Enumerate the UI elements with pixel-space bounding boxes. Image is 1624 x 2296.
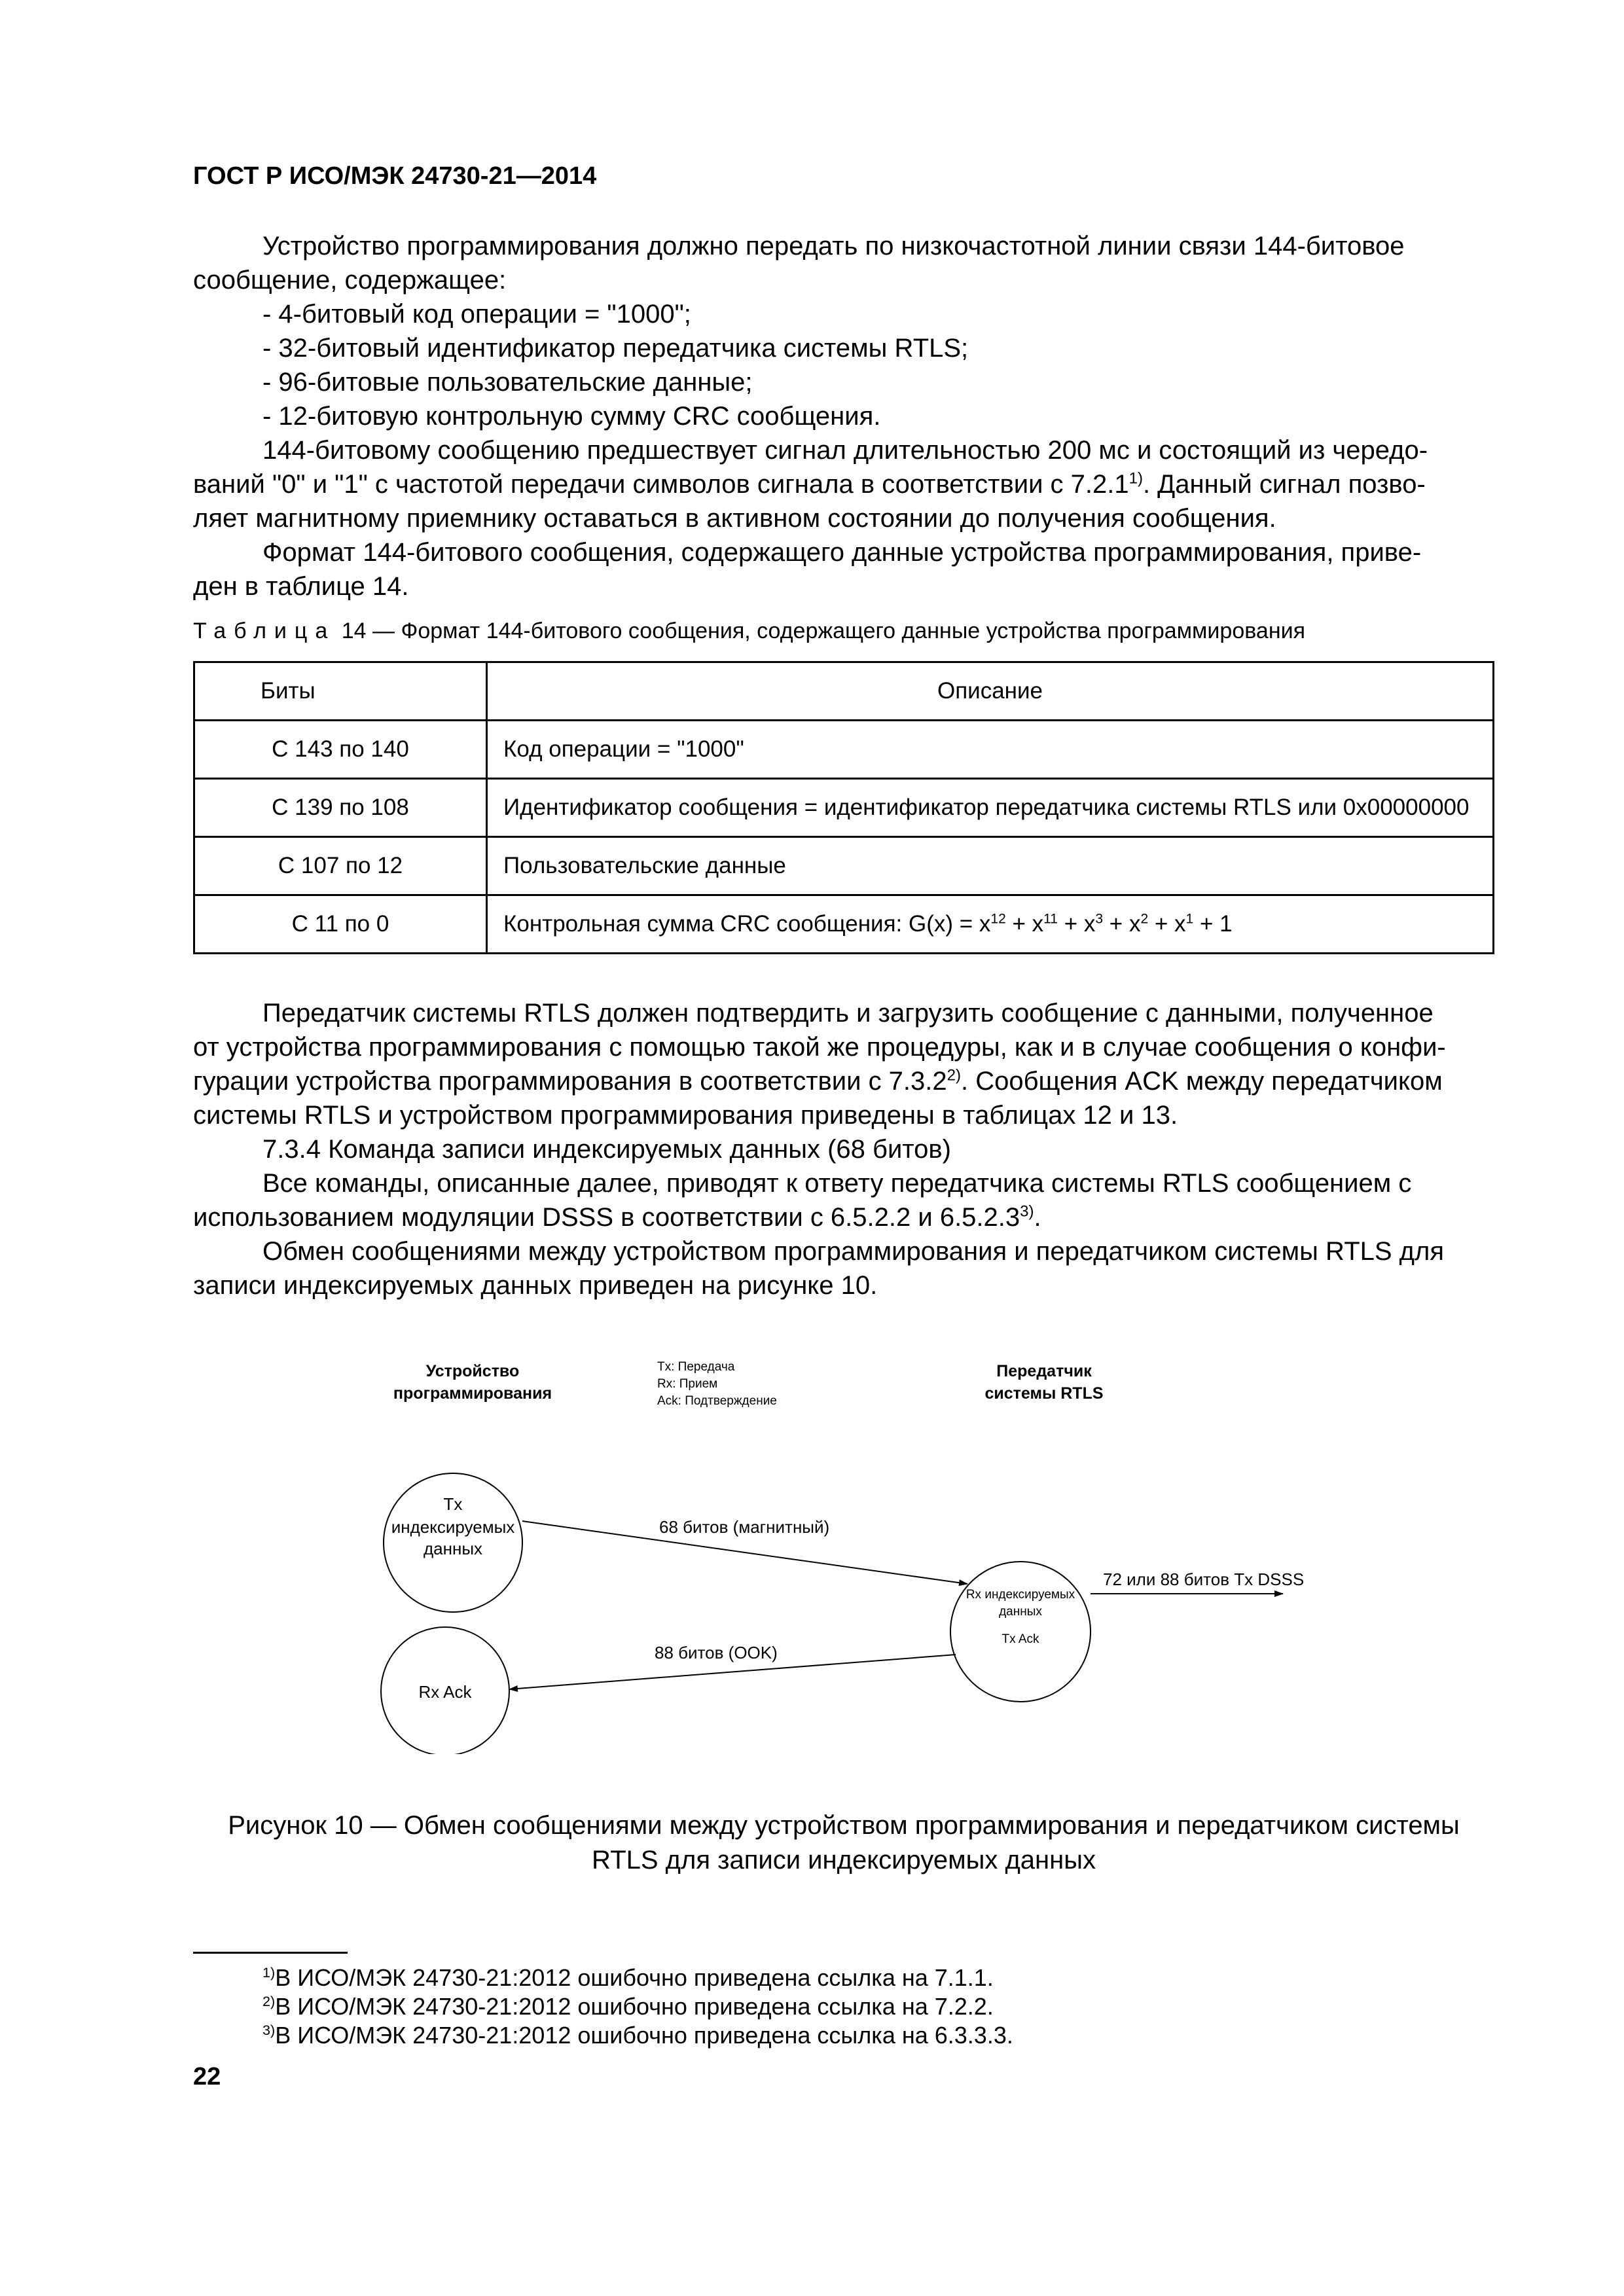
table-caption-text: 14 — Формат 144-битового сообщения, содержащего данные устройства программирования: [335, 619, 1306, 643]
table-cell-bits: С 11 по 0: [194, 895, 487, 954]
crc-term: + x: [1005, 911, 1044, 937]
para2-line2-text: ваний "0" и "1" с частотой передачи символов сигнала в соответствии с 7.2.1: [193, 470, 1129, 499]
table-cell-description: Пользовательские данные: [487, 837, 1494, 895]
footnote-ref: 2): [947, 1066, 961, 1085]
footnote: [262, 2021, 1013, 2050]
exponent: 2: [1140, 911, 1149, 927]
table-14: [193, 661, 1494, 954]
page-number: 22: [193, 2063, 221, 2090]
table-cell-description: Код операции = "1000": [487, 721, 1494, 779]
para4-line4: системы RTLS и устройством программирования приведены в таблицах 12 и 13.: [193, 1101, 1178, 1130]
para5-line2-text: использованием модуляции DSSS в соответствии с 6.5.2.2 и 6.5.2.3: [193, 1203, 1020, 1232]
node-right-label: Tx Ack: [1001, 1632, 1039, 1646]
right-title-line2: системы RTLS: [984, 1384, 1104, 1403]
footnote-text: В ИСО/МЭК 24730-21:2012 ошибочно приведена ссылка на 6.3.3.3.: [275, 2022, 1013, 2049]
para4-line1: Передатчик системы RTLS должен подтвердить и загрузить сообщение с данными, полученное: [262, 999, 1434, 1028]
document-header: ГОСТ Р ИСО/МЭК 24730-21—2014: [193, 162, 597, 190]
footnote: [262, 1964, 994, 1992]
table-cell-description: [487, 895, 1494, 954]
arrow-68-bits-label: 68 битов (магнитный): [659, 1517, 830, 1537]
crc-formula-prefix: Контрольная сумма CRC сообщения: G(x) = x: [503, 911, 991, 937]
table-caption-word: Таблица: [193, 619, 336, 643]
list-item: - 96-битовые пользовательские данные;: [262, 368, 753, 397]
legend-line: Tx: Передача: [657, 1360, 735, 1374]
table-header-bits: Биты: [194, 662, 487, 721]
table-row: [194, 779, 1494, 837]
para2-line2-tail: . Данный сигнал позво-: [1142, 470, 1426, 499]
para2-line1: 144-битовому сообщению предшествует сигнал длительностью 200 мс и состоящий из чередо-: [262, 436, 1428, 465]
node-tx-label: индексируемых: [391, 1517, 515, 1537]
node-tx-label: Tx: [443, 1494, 463, 1514]
footnote-text: В ИСО/МЭК 24730-21:2012 ошибочно приведена ссылка на 7.2.2.: [275, 1993, 994, 2020]
para4-line3-text: гурации устройства программирования в соответствии с 7.3.2: [193, 1067, 947, 1096]
right-title-line1: Передатчик: [996, 1362, 1092, 1380]
list-item: - 4-битовый код операции = "1000";: [262, 300, 691, 329]
exponent: 11: [1043, 911, 1058, 927]
exponent: 12: [990, 911, 1006, 927]
left-title-line2: программирования: [393, 1384, 552, 1403]
list-item: - 12-битовую контрольную сумму CRC сообщения.: [262, 402, 881, 431]
table-cell-bits: С 143 по 140: [194, 721, 487, 779]
footnote-ref: 3): [1020, 1202, 1034, 1221]
table-caption: [193, 619, 1305, 644]
crc-term: + x: [1057, 911, 1096, 937]
para1-line1: Устройство программирования должно передать по низкочастотной линии связи 144-битовое: [262, 232, 1405, 260]
para4-line3: [193, 1064, 1494, 1099]
footnote-text: В ИСО/МЭК 24730-21:2012 ошибочно приведена ссылка на 7.1.1.: [275, 1964, 994, 1991]
table-cell-bits: С 107 по 12: [194, 837, 487, 895]
left-title-line1: Устройство: [425, 1362, 520, 1380]
crc-term: + 1: [1193, 911, 1233, 937]
para5-line2-tail: .: [1034, 1203, 1041, 1232]
footnote-mark: 1): [262, 1964, 276, 1981]
section-heading: 7.3.4 Команда записи индексируемых данных (68 битов): [262, 1135, 951, 1164]
crc-term: + x: [1148, 911, 1186, 937]
para5-line2: [193, 1200, 1494, 1235]
table-row: [194, 721, 1494, 779]
para4-line3-tail: . Сообщения ACK между передатчиком: [960, 1067, 1443, 1096]
footnote-mark: 3): [262, 2022, 276, 2038]
para6-line2: записи индексируемых данных приведен на рисунке 10.: [193, 1271, 878, 1300]
para2-line3: ляет магнитному приемнику оставаться в активном состоянии до получения сообщения.: [193, 504, 1276, 533]
para3-line2: ден в таблице 14.: [193, 572, 409, 601]
node-right-label: данных: [999, 1605, 1042, 1619]
para1-line2: сообщение, содержащее:: [193, 266, 507, 295]
table-row: [194, 895, 1494, 954]
node-rx-ack-label: Rx Ack: [418, 1682, 472, 1702]
exponent: 1: [1185, 911, 1194, 927]
footnote-divider: [193, 1952, 348, 1954]
legend-line: Ack: Подтверждение: [657, 1394, 777, 1408]
legend-line: Rx: Прием: [657, 1377, 718, 1391]
list-item: - 32-битовый идентификатор передатчика системы RTLS;: [262, 334, 969, 363]
table-cell-description: Идентификатор сообщения = идентификатор передатчика системы RTLS или 0x00000000: [487, 779, 1494, 837]
footnote-ref: 1): [1128, 469, 1143, 488]
figure-caption-line1: Рисунок 10 — Обмен сообщениями между устройством программирования и передатчиком системы: [228, 1811, 1460, 1840]
table-cell-bits: С 139 по 108: [194, 779, 487, 837]
figure-caption: [193, 1808, 1494, 1878]
para4-line2: от устройства программирования с помощью такой же процедуры, как и в случае сообщения о конфи-: [193, 1033, 1446, 1062]
table-row: [194, 837, 1494, 895]
para6-line1: Обмен сообщениями между устройством программирования и передатчиком системы RTLS для: [262, 1237, 1445, 1266]
node-right-label: Rx индексируемых: [965, 1588, 1075, 1602]
node-tx-label: данных: [423, 1539, 483, 1558]
node-rtls-transmitter: [950, 1562, 1091, 1702]
table-header-description: Описание: [487, 662, 1494, 721]
figure-caption-line2: RTLS для записи индексируемых данных: [592, 1846, 1096, 1874]
arrow-dsss-label: 72 или 88 битов Tx DSSS: [1103, 1570, 1305, 1589]
para2-line2: [193, 467, 1494, 502]
footnote-mark: 2): [262, 1993, 276, 2009]
exponent: 3: [1095, 911, 1104, 927]
figure-10-diagram: [0, 1348, 1624, 1754]
arrow-88-bits-label: 88 битов (OOK): [655, 1643, 778, 1662]
para3-line1: Формат 144-битового сообщения, содержащего данные устройства программирования, приве-: [262, 538, 1422, 567]
footnote: [262, 1992, 994, 2021]
para5-line1: Все команды, описанные далее, приводят к ответу передатчика системы RTLS сообщением с: [262, 1169, 1412, 1198]
crc-term: + x: [1103, 911, 1141, 937]
table-header-row: [194, 662, 1494, 721]
